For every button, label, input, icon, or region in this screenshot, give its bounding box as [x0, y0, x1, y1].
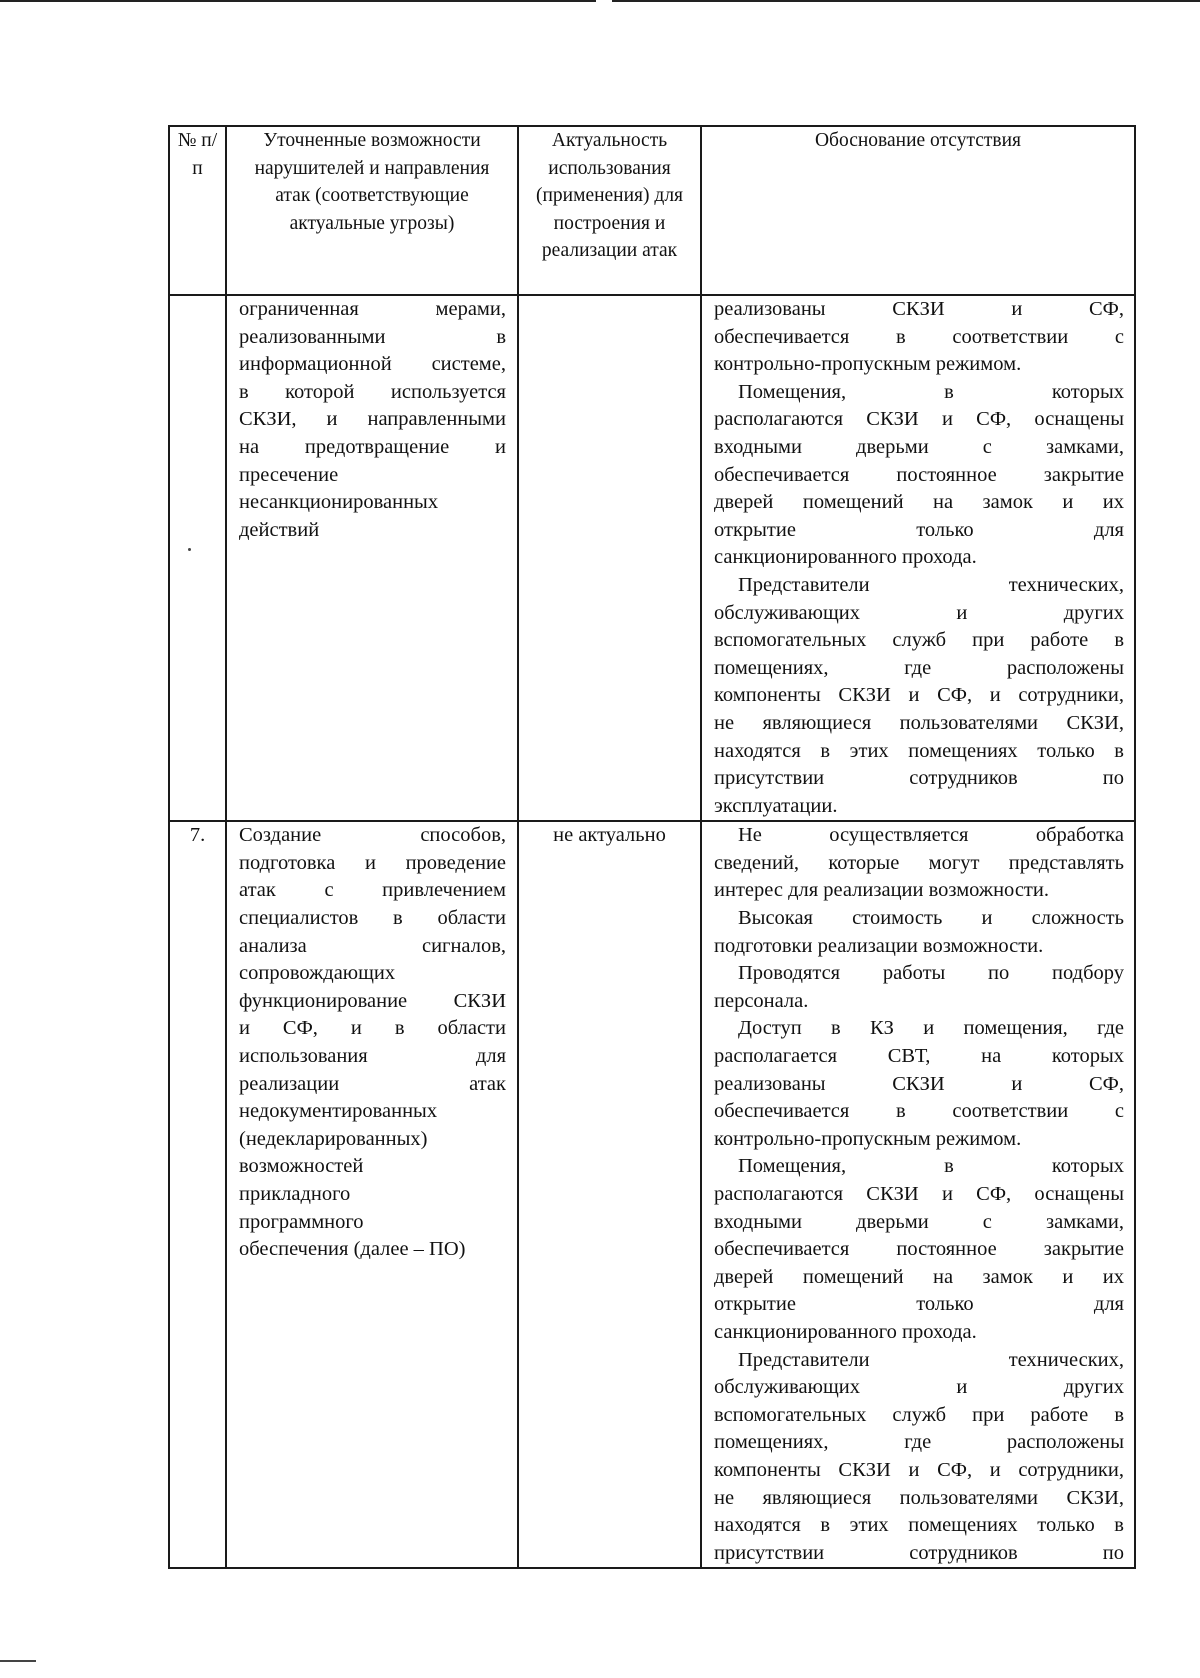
capability-line: несанкционированных: [239, 491, 439, 514]
justification-line: Помещения, в которых: [738, 380, 1124, 403]
justification-line: дверей помещений на замок и их: [714, 1265, 1124, 1288]
justification-line: находятся в этих помещениях только в: [714, 739, 1124, 762]
justification-line: персонала.: [714, 989, 809, 1012]
header-num-text: № п/п: [177, 130, 218, 179]
capability-line: возможностей: [239, 1155, 364, 1178]
table-header-row: [169, 126, 1135, 295]
justification-line: дверей помещений на замок и их: [714, 491, 1124, 514]
capability-line: прикладного: [239, 1183, 351, 1205]
justification-line: вспомогательных служб при работе в: [714, 629, 1124, 652]
justification-line: обслуживающих и других: [714, 1376, 1124, 1399]
capability-line: программного: [239, 1210, 364, 1233]
header-capabilities: [226, 126, 518, 295]
justification-line: входными дверьми с замками,: [714, 1210, 1124, 1233]
justification-line: Проводятся работы по подбору: [738, 962, 1124, 985]
justification-line: обслуживающих и других: [714, 601, 1124, 624]
justification-line: Помещения, в которых: [738, 1155, 1124, 1178]
row-capabilities: [227, 296, 517, 544]
justification-line: реализованы СКЗИ и СФ,: [714, 1072, 1124, 1095]
capability-line: атак с привлечением: [239, 879, 506, 902]
capability-line: (недекларированных): [239, 1127, 428, 1150]
row-capabilities-cell: [226, 295, 518, 821]
capability-line: информационной системе,: [239, 353, 506, 376]
row-num-cell: [169, 295, 226, 821]
justification-line: сведений, которые могут представлять: [714, 851, 1124, 874]
header-num: [169, 126, 226, 295]
capability-line: недокументированных: [239, 1100, 438, 1123]
scan-edge-line-right: [612, 0, 1200, 2]
justification-line: вспомогательных служб при работе в: [714, 1403, 1124, 1426]
capability-line: в которой используется: [239, 380, 506, 403]
row-num-cell: [169, 821, 226, 1568]
justification-line: присутствии сотрудников по: [714, 1541, 1124, 1564]
justification-line: обеспечивается в соответствии с: [714, 325, 1124, 348]
header-actuality: [518, 126, 701, 295]
justification-line: располагается СВТ, на которых: [714, 1045, 1124, 1068]
capability-line: анализа сигналов,: [239, 934, 506, 957]
capability-line: действий: [239, 518, 320, 541]
justification-line: обеспечивается постоянное закрытие: [714, 1238, 1124, 1261]
justification-line: не являющиеся пользователями СКЗИ,: [714, 1486, 1124, 1509]
justification-line: не являющиеся пользователями СКЗИ,: [714, 711, 1124, 734]
scan-speck-bottom: [0, 1660, 36, 1662]
capability-line: использования для: [239, 1045, 506, 1068]
justification-line: помещениях, где расположены: [714, 1431, 1124, 1454]
capability-line: пресечение: [239, 463, 339, 486]
justification-line: контрольно-пропускным режимом.: [714, 1127, 1022, 1150]
justification-line: Представители технических,: [738, 1348, 1124, 1371]
row-justification-cell: [701, 295, 1135, 821]
row-actuality: не актуально: [553, 824, 666, 847]
justification-line: санкционированного прохода.: [714, 1320, 977, 1343]
capability-line: обеспечения (далее – ПО): [239, 1238, 466, 1261]
justification-line: санкционированного прохода.: [714, 546, 977, 569]
justification-line: компоненты СКЗИ и СФ, и сотрудники,: [714, 1458, 1124, 1481]
justification-line: открытие только для: [714, 1293, 1124, 1316]
row-justification: [702, 296, 1134, 820]
justification-line: контрольно-пропускным режимом.: [714, 353, 1022, 376]
capability-line: подготовка и проведение: [239, 851, 506, 874]
header-justification-text: Обоснование отсутствия: [814, 130, 1022, 151]
justification-line: эксплуатации.: [714, 794, 838, 817]
justification-line: Доступ в КЗ и помещения, где: [738, 1017, 1124, 1040]
capability-line: СКЗИ, и направленными: [239, 408, 506, 431]
justification-line: входными дверьми с замками,: [714, 435, 1124, 458]
capability-line: ограниченная мерами,: [239, 298, 506, 320]
row-actuality-cell: [518, 821, 701, 1568]
justification-line: помещениях, где расположены: [714, 656, 1124, 679]
capability-line: специалистов в области: [239, 907, 506, 930]
justification-line: компоненты СКЗИ и СФ, и сотрудники,: [714, 684, 1124, 707]
capability-line: функционирование СКЗИ: [239, 989, 506, 1012]
justification-line: Не осуществляется обработка: [738, 824, 1124, 847]
justification-line: подготовки реализации возможности.: [714, 934, 1044, 957]
justification-line: интерес для реализации возможности.: [714, 879, 1049, 902]
capability-line: реализации атак: [239, 1072, 506, 1095]
justification-line: располагаются СКЗИ и СФ, оснащены: [714, 408, 1124, 431]
row-actuality-cell: [518, 295, 701, 821]
capability-line: на предотвращение и: [239, 435, 506, 458]
justification-line: находятся в этих помещениях только в: [714, 1514, 1124, 1537]
row-capabilities-cell: [226, 821, 518, 1568]
capability-line: сопровождающих: [239, 962, 396, 985]
justification-line: Высокая стоимость и сложность: [738, 907, 1124, 930]
header-actuality-text: Актуальность использования (применения) для построения и реализации атак: [535, 130, 684, 261]
row-num: 7.: [189, 824, 206, 847]
row-justification-cell: [701, 821, 1135, 1568]
table-row: [169, 821, 1135, 1568]
justification-line: обеспечивается постоянное закрытие: [714, 463, 1124, 486]
threat-table: [168, 125, 1136, 1569]
capability-line: реализованными в: [239, 325, 506, 348]
justification-line: реализованы СКЗИ и СФ,: [714, 298, 1124, 320]
row-justification: [702, 822, 1134, 1567]
scan-edge-line-left: [0, 0, 596, 2]
row-capabilities: [227, 822, 517, 1264]
capability-line: и СФ, и в области: [239, 1017, 506, 1040]
header-capabilities-text: Уточненные возможности нарушителей и направления атак (соответствующие актуальные угрозы): [254, 130, 490, 234]
table-row: [169, 295, 1135, 821]
capability-line: Создание способов,: [239, 824, 506, 847]
justification-line: открытие только для: [714, 518, 1124, 541]
justification-line: присутствии сотрудников по: [714, 767, 1124, 790]
header-justification: [701, 126, 1135, 295]
justification-line: Представители технических,: [738, 573, 1124, 596]
justification-line: располагаются СКЗИ и СФ, оснащены: [714, 1183, 1124, 1205]
justification-line: обеспечивается в соответствии с: [714, 1100, 1124, 1123]
